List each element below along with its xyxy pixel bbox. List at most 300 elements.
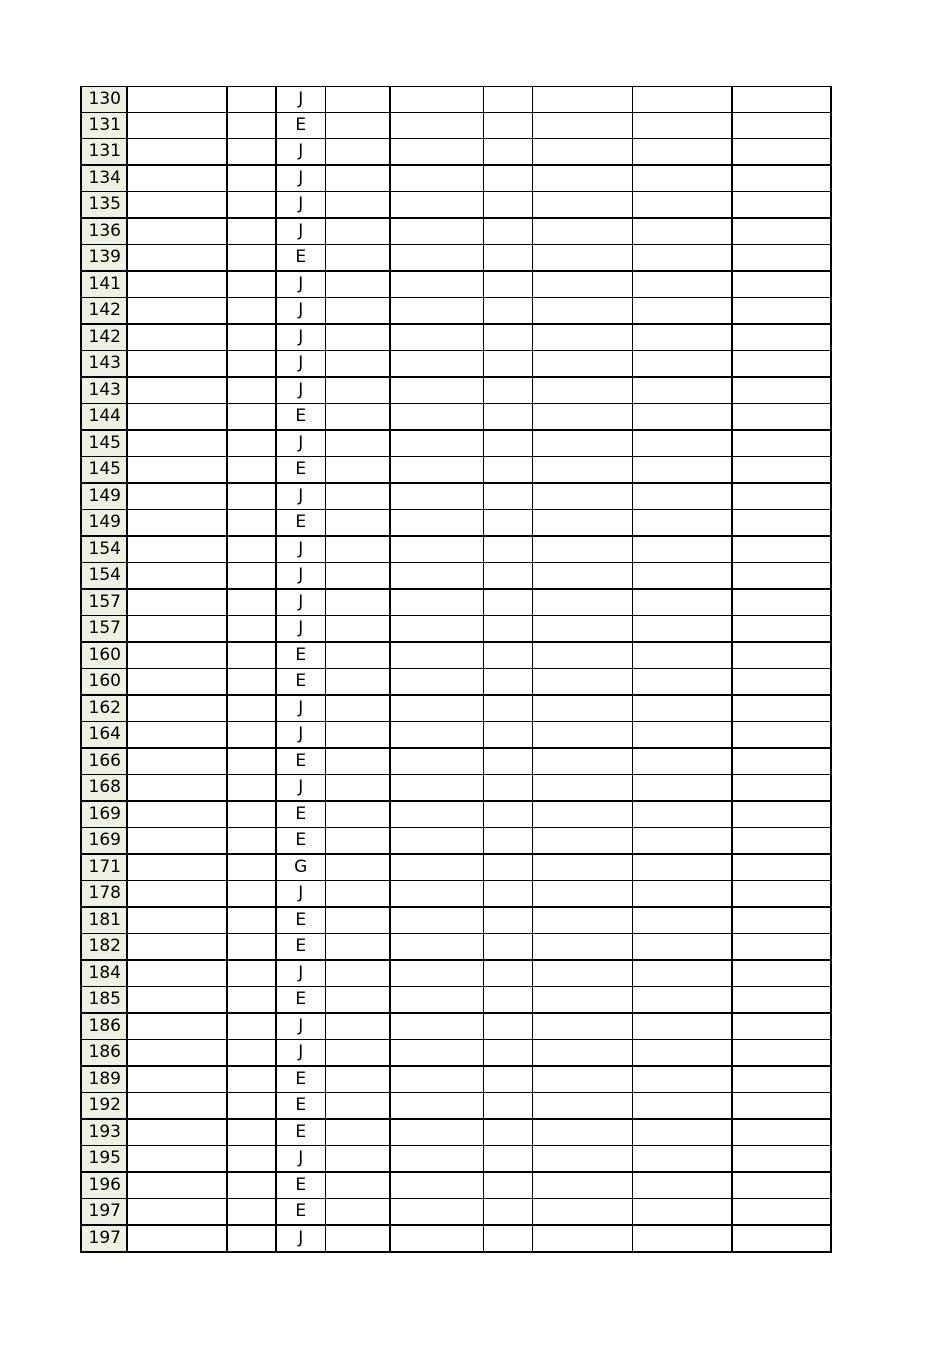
empty-cell[interactable] (532, 1199, 632, 1226)
empty-cell[interactable] (532, 854, 632, 881)
empty-cell[interactable] (127, 430, 227, 457)
code-cell[interactable]: E (276, 510, 325, 537)
row-number-cell[interactable]: 134 (81, 165, 127, 192)
empty-cell[interactable] (632, 1040, 732, 1067)
empty-cell[interactable] (227, 748, 276, 775)
empty-cell[interactable] (390, 1225, 483, 1252)
row-number-cell[interactable]: 144 (81, 404, 127, 431)
code-cell[interactable]: J (276, 536, 325, 563)
empty-cell[interactable] (732, 1066, 831, 1093)
empty-cell[interactable] (483, 271, 532, 298)
empty-cell[interactable] (390, 801, 483, 828)
empty-cell[interactable] (532, 536, 632, 563)
empty-cell[interactable] (632, 536, 732, 563)
code-cell[interactable]: J (276, 1013, 325, 1040)
row-number-cell[interactable]: 184 (81, 960, 127, 987)
empty-cell[interactable] (732, 934, 831, 961)
empty-cell[interactable] (325, 430, 390, 457)
empty-cell[interactable] (227, 430, 276, 457)
empty-cell[interactable] (532, 1013, 632, 1040)
empty-cell[interactable] (227, 589, 276, 616)
empty-cell[interactable] (127, 881, 227, 908)
empty-cell[interactable] (632, 934, 732, 961)
empty-cell[interactable] (532, 245, 632, 272)
empty-cell[interactable] (732, 218, 831, 245)
empty-cell[interactable] (227, 695, 276, 722)
empty-cell[interactable] (390, 113, 483, 139)
empty-cell[interactable] (732, 1093, 831, 1120)
row-number-cell[interactable]: 142 (81, 324, 127, 351)
empty-cell[interactable] (390, 271, 483, 298)
empty-cell[interactable] (390, 907, 483, 934)
empty-cell[interactable] (227, 1066, 276, 1093)
empty-cell[interactable] (227, 1199, 276, 1226)
empty-cell[interactable] (325, 801, 390, 828)
empty-cell[interactable] (483, 87, 532, 113)
empty-cell[interactable] (732, 695, 831, 722)
empty-cell[interactable] (127, 87, 227, 113)
empty-cell[interactable] (632, 139, 732, 166)
empty-cell[interactable] (390, 828, 483, 855)
empty-cell[interactable] (532, 775, 632, 802)
empty-cell[interactable] (532, 642, 632, 669)
empty-cell[interactable] (127, 1093, 227, 1120)
empty-cell[interactable] (227, 801, 276, 828)
empty-cell[interactable] (483, 298, 532, 325)
empty-cell[interactable] (227, 1119, 276, 1146)
code-cell[interactable]: J (276, 881, 325, 908)
empty-cell[interactable] (390, 377, 483, 404)
empty-cell[interactable] (532, 1066, 632, 1093)
empty-cell[interactable] (532, 748, 632, 775)
empty-cell[interactable] (325, 483, 390, 510)
empty-cell[interactable] (632, 854, 732, 881)
empty-cell[interactable] (325, 1172, 390, 1199)
empty-cell[interactable] (390, 722, 483, 749)
empty-cell[interactable] (532, 1146, 632, 1173)
code-cell[interactable]: J (276, 271, 325, 298)
empty-cell[interactable] (227, 377, 276, 404)
empty-cell[interactable] (325, 1199, 390, 1226)
empty-cell[interactable] (732, 245, 831, 272)
empty-cell[interactable] (732, 271, 831, 298)
empty-cell[interactable] (127, 828, 227, 855)
empty-cell[interactable] (532, 1040, 632, 1067)
empty-cell[interactable] (532, 1172, 632, 1199)
empty-cell[interactable] (127, 854, 227, 881)
empty-cell[interactable] (632, 324, 732, 351)
empty-cell[interactable] (390, 510, 483, 537)
empty-cell[interactable] (325, 907, 390, 934)
empty-cell[interactable] (532, 722, 632, 749)
empty-cell[interactable] (127, 457, 227, 484)
code-cell[interactable]: J (276, 351, 325, 378)
empty-cell[interactable] (325, 616, 390, 643)
empty-cell[interactable] (390, 1199, 483, 1226)
empty-cell[interactable] (532, 192, 632, 219)
empty-cell[interactable] (732, 113, 831, 139)
empty-cell[interactable] (732, 801, 831, 828)
empty-cell[interactable] (532, 298, 632, 325)
empty-cell[interactable] (227, 881, 276, 908)
empty-cell[interactable] (732, 1119, 831, 1146)
code-cell[interactable]: J (276, 1040, 325, 1067)
code-cell[interactable]: J (276, 139, 325, 166)
empty-cell[interactable] (632, 165, 732, 192)
code-cell[interactable]: E (276, 457, 325, 484)
empty-cell[interactable] (483, 907, 532, 934)
empty-cell[interactable] (390, 748, 483, 775)
empty-cell[interactable] (532, 271, 632, 298)
empty-cell[interactable] (732, 987, 831, 1014)
empty-cell[interactable] (325, 1119, 390, 1146)
empty-cell[interactable] (632, 377, 732, 404)
empty-cell[interactable] (732, 192, 831, 219)
code-cell[interactable]: J (276, 695, 325, 722)
empty-cell[interactable] (483, 218, 532, 245)
empty-cell[interactable] (227, 642, 276, 669)
empty-cell[interactable] (483, 589, 532, 616)
empty-cell[interactable] (325, 298, 390, 325)
empty-cell[interactable] (732, 1172, 831, 1199)
empty-cell[interactable] (325, 1040, 390, 1067)
empty-cell[interactable] (732, 87, 831, 113)
code-cell[interactable]: E (276, 987, 325, 1014)
code-cell[interactable]: J (276, 324, 325, 351)
empty-cell[interactable] (227, 113, 276, 139)
empty-cell[interactable] (227, 404, 276, 431)
empty-cell[interactable] (483, 1146, 532, 1173)
empty-cell[interactable] (127, 351, 227, 378)
empty-cell[interactable] (325, 324, 390, 351)
empty-cell[interactable] (532, 801, 632, 828)
row-number-cell[interactable]: 160 (81, 669, 127, 696)
empty-cell[interactable] (483, 1040, 532, 1067)
empty-cell[interactable] (632, 245, 732, 272)
empty-cell[interactable] (127, 748, 227, 775)
empty-cell[interactable] (632, 722, 732, 749)
row-number-cell[interactable]: 192 (81, 1093, 127, 1120)
empty-cell[interactable] (325, 1093, 390, 1120)
empty-cell[interactable] (390, 563, 483, 590)
empty-cell[interactable] (325, 165, 390, 192)
empty-cell[interactable] (483, 669, 532, 696)
empty-cell[interactable] (325, 563, 390, 590)
empty-cell[interactable] (325, 960, 390, 987)
empty-cell[interactable] (227, 457, 276, 484)
empty-cell[interactable] (325, 218, 390, 245)
empty-cell[interactable] (127, 563, 227, 590)
code-cell[interactable]: J (276, 430, 325, 457)
empty-cell[interactable] (632, 430, 732, 457)
empty-cell[interactable] (325, 192, 390, 219)
empty-cell[interactable] (632, 881, 732, 908)
empty-cell[interactable] (732, 775, 831, 802)
empty-cell[interactable] (227, 1225, 276, 1252)
empty-cell[interactable] (227, 854, 276, 881)
code-cell[interactable]: J (276, 483, 325, 510)
empty-cell[interactable] (127, 483, 227, 510)
empty-cell[interactable] (227, 775, 276, 802)
empty-cell[interactable] (127, 1066, 227, 1093)
empty-cell[interactable] (532, 934, 632, 961)
empty-cell[interactable] (732, 1225, 831, 1252)
empty-cell[interactable] (632, 404, 732, 431)
row-number-cell[interactable]: 135 (81, 192, 127, 219)
row-number-cell[interactable]: 131 (81, 139, 127, 166)
empty-cell[interactable] (325, 87, 390, 113)
empty-cell[interactable] (532, 881, 632, 908)
code-cell[interactable]: E (276, 404, 325, 431)
empty-cell[interactable] (532, 987, 632, 1014)
code-cell[interactable]: E (276, 1093, 325, 1120)
empty-cell[interactable] (390, 1172, 483, 1199)
empty-cell[interactable] (483, 377, 532, 404)
code-cell[interactable]: J (276, 1225, 325, 1252)
empty-cell[interactable] (483, 324, 532, 351)
empty-cell[interactable] (325, 536, 390, 563)
empty-cell[interactable] (483, 1013, 532, 1040)
empty-cell[interactable] (632, 510, 732, 537)
empty-cell[interactable] (532, 616, 632, 643)
empty-cell[interactable] (390, 87, 483, 113)
empty-cell[interactable] (390, 430, 483, 457)
empty-cell[interactable] (325, 987, 390, 1014)
empty-cell[interactable] (532, 404, 632, 431)
empty-cell[interactable] (483, 775, 532, 802)
empty-cell[interactable] (532, 218, 632, 245)
empty-cell[interactable] (732, 907, 831, 934)
empty-cell[interactable] (483, 960, 532, 987)
empty-cell[interactable] (632, 1146, 732, 1173)
empty-cell[interactable] (483, 987, 532, 1014)
empty-cell[interactable] (227, 1172, 276, 1199)
empty-cell[interactable] (227, 934, 276, 961)
empty-cell[interactable] (390, 218, 483, 245)
empty-cell[interactable] (227, 722, 276, 749)
row-number-cell[interactable]: 160 (81, 642, 127, 669)
empty-cell[interactable] (325, 1225, 390, 1252)
code-cell[interactable]: J (276, 165, 325, 192)
empty-cell[interactable] (227, 139, 276, 166)
empty-cell[interactable] (532, 430, 632, 457)
empty-cell[interactable] (732, 324, 831, 351)
empty-cell[interactable] (483, 483, 532, 510)
empty-cell[interactable] (390, 589, 483, 616)
empty-cell[interactable] (227, 510, 276, 537)
empty-cell[interactable] (127, 695, 227, 722)
empty-cell[interactable] (732, 1146, 831, 1173)
empty-cell[interactable] (532, 87, 632, 113)
empty-cell[interactable] (632, 1093, 732, 1120)
empty-cell[interactable] (732, 483, 831, 510)
empty-cell[interactable] (732, 377, 831, 404)
empty-cell[interactable] (632, 457, 732, 484)
empty-cell[interactable] (127, 1013, 227, 1040)
empty-cell[interactable] (390, 695, 483, 722)
row-number-cell[interactable]: 195 (81, 1146, 127, 1173)
empty-cell[interactable] (127, 934, 227, 961)
empty-cell[interactable] (632, 563, 732, 590)
empty-cell[interactable] (127, 1146, 227, 1173)
empty-cell[interactable] (127, 616, 227, 643)
empty-cell[interactable] (227, 271, 276, 298)
empty-cell[interactable] (390, 987, 483, 1014)
row-number-cell[interactable]: 178 (81, 881, 127, 908)
row-number-cell[interactable]: 142 (81, 298, 127, 325)
empty-cell[interactable] (483, 1172, 532, 1199)
empty-cell[interactable] (325, 1146, 390, 1173)
row-number-cell[interactable]: 149 (81, 483, 127, 510)
empty-cell[interactable] (325, 828, 390, 855)
empty-cell[interactable] (483, 192, 532, 219)
row-number-cell[interactable]: 181 (81, 907, 127, 934)
code-cell[interactable]: E (276, 642, 325, 669)
code-cell[interactable]: J (276, 960, 325, 987)
empty-cell[interactable] (325, 457, 390, 484)
empty-cell[interactable] (732, 298, 831, 325)
empty-cell[interactable] (483, 430, 532, 457)
empty-cell[interactable] (532, 907, 632, 934)
empty-cell[interactable] (325, 589, 390, 616)
empty-cell[interactable] (390, 642, 483, 669)
empty-cell[interactable] (732, 589, 831, 616)
empty-cell[interactable] (227, 87, 276, 113)
empty-cell[interactable] (532, 1093, 632, 1120)
empty-cell[interactable] (127, 113, 227, 139)
code-cell[interactable]: E (276, 934, 325, 961)
empty-cell[interactable] (532, 165, 632, 192)
code-cell[interactable]: J (276, 1146, 325, 1173)
empty-cell[interactable] (325, 404, 390, 431)
empty-cell[interactable] (227, 192, 276, 219)
empty-cell[interactable] (227, 1093, 276, 1120)
row-number-cell[interactable]: 131 (81, 113, 127, 139)
empty-cell[interactable] (632, 1225, 732, 1252)
empty-cell[interactable] (390, 934, 483, 961)
row-number-cell[interactable]: 189 (81, 1066, 127, 1093)
code-cell[interactable]: J (276, 616, 325, 643)
empty-cell[interactable] (483, 1199, 532, 1226)
empty-cell[interactable] (532, 828, 632, 855)
empty-cell[interactable] (532, 139, 632, 166)
empty-cell[interactable] (732, 854, 831, 881)
empty-cell[interactable] (483, 828, 532, 855)
empty-cell[interactable] (325, 510, 390, 537)
empty-cell[interactable] (390, 960, 483, 987)
empty-cell[interactable] (632, 775, 732, 802)
empty-cell[interactable] (732, 642, 831, 669)
empty-cell[interactable] (127, 324, 227, 351)
empty-cell[interactable] (390, 192, 483, 219)
code-cell[interactable]: J (276, 218, 325, 245)
empty-cell[interactable] (127, 139, 227, 166)
empty-cell[interactable] (390, 324, 483, 351)
empty-cell[interactable] (227, 1040, 276, 1067)
code-cell[interactable]: G (276, 854, 325, 881)
row-number-cell[interactable]: 164 (81, 722, 127, 749)
empty-cell[interactable] (127, 1119, 227, 1146)
code-cell[interactable]: J (276, 298, 325, 325)
code-cell[interactable]: E (276, 669, 325, 696)
empty-cell[interactable] (390, 669, 483, 696)
empty-cell[interactable] (127, 722, 227, 749)
empty-cell[interactable] (325, 1066, 390, 1093)
empty-cell[interactable] (532, 960, 632, 987)
empty-cell[interactable] (390, 854, 483, 881)
empty-cell[interactable] (227, 907, 276, 934)
empty-cell[interactable] (532, 457, 632, 484)
code-cell[interactable]: E (276, 113, 325, 139)
empty-cell[interactable] (632, 987, 732, 1014)
empty-cell[interactable] (732, 828, 831, 855)
empty-cell[interactable] (390, 1146, 483, 1173)
empty-cell[interactable] (390, 457, 483, 484)
empty-cell[interactable] (483, 854, 532, 881)
empty-cell[interactable] (632, 695, 732, 722)
empty-cell[interactable] (325, 377, 390, 404)
empty-cell[interactable] (732, 536, 831, 563)
row-number-cell[interactable]: 193 (81, 1119, 127, 1146)
empty-cell[interactable] (325, 245, 390, 272)
empty-cell[interactable] (483, 934, 532, 961)
code-cell[interactable]: E (276, 1199, 325, 1226)
row-number-cell[interactable]: 166 (81, 748, 127, 775)
code-cell[interactable]: J (276, 192, 325, 219)
empty-cell[interactable] (390, 1040, 483, 1067)
empty-cell[interactable] (325, 748, 390, 775)
empty-cell[interactable] (532, 483, 632, 510)
code-cell[interactable]: E (276, 1066, 325, 1093)
empty-cell[interactable] (632, 748, 732, 775)
empty-cell[interactable] (632, 1199, 732, 1226)
empty-cell[interactable] (127, 801, 227, 828)
empty-cell[interactable] (127, 669, 227, 696)
code-cell[interactable]: E (276, 1119, 325, 1146)
row-number-cell[interactable]: 185 (81, 987, 127, 1014)
empty-cell[interactable] (732, 722, 831, 749)
row-number-cell[interactable]: 197 (81, 1199, 127, 1226)
empty-cell[interactable] (127, 298, 227, 325)
code-cell[interactable]: E (276, 1172, 325, 1199)
empty-cell[interactable] (732, 1199, 831, 1226)
row-number-cell[interactable]: 197 (81, 1225, 127, 1252)
empty-cell[interactable] (390, 1093, 483, 1120)
empty-cell[interactable] (632, 351, 732, 378)
empty-cell[interactable] (483, 642, 532, 669)
empty-cell[interactable] (227, 987, 276, 1014)
empty-cell[interactable] (227, 1013, 276, 1040)
empty-cell[interactable] (632, 801, 732, 828)
empty-cell[interactable] (390, 616, 483, 643)
empty-cell[interactable] (325, 775, 390, 802)
empty-cell[interactable] (632, 1119, 732, 1146)
empty-cell[interactable] (127, 1199, 227, 1226)
empty-cell[interactable] (732, 748, 831, 775)
empty-cell[interactable] (483, 245, 532, 272)
empty-cell[interactable] (483, 404, 532, 431)
empty-cell[interactable] (532, 113, 632, 139)
empty-cell[interactable] (127, 245, 227, 272)
empty-cell[interactable] (732, 457, 831, 484)
empty-cell[interactable] (732, 616, 831, 643)
empty-cell[interactable] (483, 1225, 532, 1252)
row-number-cell[interactable]: 186 (81, 1013, 127, 1040)
empty-cell[interactable] (532, 669, 632, 696)
empty-cell[interactable] (532, 1225, 632, 1252)
empty-cell[interactable] (127, 165, 227, 192)
empty-cell[interactable] (227, 351, 276, 378)
